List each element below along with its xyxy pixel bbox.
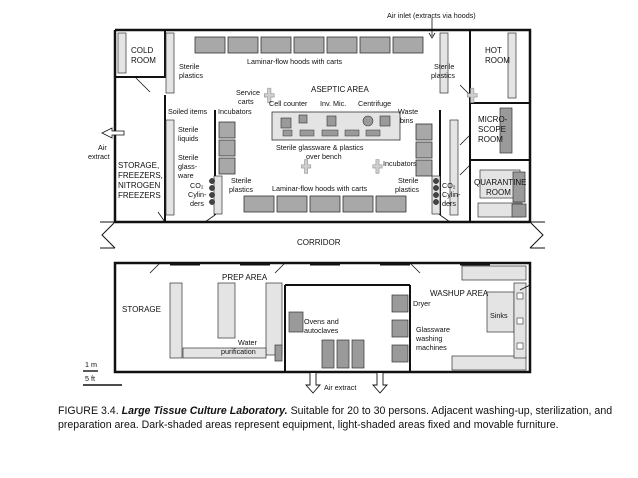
laminar-hoods-bottom bbox=[244, 196, 406, 212]
incubators-left bbox=[219, 122, 235, 174]
laminar-bottom-label: Laminar-flow hoods with carts bbox=[272, 184, 368, 193]
washup-furniture bbox=[452, 266, 526, 370]
centrifuge-label: Centrifuge bbox=[358, 99, 392, 108]
sterile-glassware-label: Sterile glass- ware bbox=[178, 153, 199, 180]
waste-bins-label: Waste bins bbox=[398, 107, 419, 125]
quarantine-room-label: QUARANTINE ROOM bbox=[474, 178, 527, 197]
figure-title: Large Tissue Culture Laboratory. bbox=[121, 405, 288, 417]
dryer-label: Dryer bbox=[413, 299, 431, 308]
prep-area-label: PREP AREA bbox=[222, 273, 268, 282]
microscope-room-label: MICRO- SCOPE ROOM bbox=[478, 115, 508, 144]
figure-text: Suitable for 20 to 30 persons. Adjacent washing-up, sterilization, and preparation area. Dark-shaded areas represent equipment, light-shaded areas fixed and movable furniture. bbox=[58, 405, 613, 431]
incubators-right bbox=[416, 124, 432, 176]
inv-mic-label: Inv. Mic. bbox=[320, 99, 347, 108]
hot-room-label: HOT ROOM bbox=[485, 46, 510, 65]
sterile-glassware-bench-label: Sterile glassware & plastics over bench bbox=[276, 143, 364, 161]
sinks-label: Sinks bbox=[490, 311, 508, 320]
air-inlet-arrow bbox=[429, 18, 435, 38]
air-extract-bottom-label: Air extract bbox=[324, 383, 357, 392]
central-bench bbox=[272, 112, 400, 140]
water-purification-label: Water purification bbox=[221, 338, 257, 356]
scale-5ft-label: 5 ft bbox=[85, 374, 95, 383]
storage-freezers-label: STORAGE, FREEZERS, NITROGEN FREEZERS bbox=[118, 161, 163, 200]
figure-caption bbox=[58, 404, 618, 432]
cold-room-label: COLD ROOM bbox=[131, 46, 156, 65]
co2-left-label: CO₂ Cylin- ders bbox=[188, 181, 207, 208]
incubators-left-label: Incubators bbox=[218, 107, 252, 116]
scale-1m-label: 1 m bbox=[85, 360, 97, 369]
co2-right-label: CO₂ Cylin- ders bbox=[442, 181, 461, 208]
sterile-plastics-tl-label: Sterile plastics bbox=[179, 62, 203, 80]
sterile-plastics-bl-label: Sterile plastics bbox=[229, 176, 253, 194]
air-extract-left-label: Air extract bbox=[88, 143, 110, 161]
laminar-top-label: Laminar-flow hoods with carts bbox=[247, 57, 343, 66]
service-carts-label: Service carts bbox=[236, 88, 260, 106]
aseptic-area-label: ASEPTIC AREA bbox=[311, 85, 369, 94]
storage-label: STORAGE bbox=[122, 305, 161, 314]
laminar-hoods-top bbox=[195, 37, 423, 53]
washup-equipment bbox=[392, 295, 408, 362]
glassware-washing-label: Glassware washing machines bbox=[416, 325, 450, 352]
air-extract-left-arrow bbox=[102, 128, 124, 138]
figure-number: FIGURE 3.4. bbox=[58, 405, 119, 417]
sterile-liquids-label: Sterile liquids bbox=[178, 125, 199, 143]
corridor-label: CORRIDOR bbox=[297, 238, 341, 247]
cell-counter-label: Cell counter bbox=[269, 99, 308, 108]
ovens-label: Ovens and autoclaves bbox=[304, 317, 339, 335]
sterile-plastics-br-label: Sterile plastics bbox=[395, 176, 419, 194]
sterile-plastics-tr-label: Sterile plastics bbox=[431, 62, 455, 80]
air-inlet-label: Air inlet (extracts via hoods) bbox=[387, 11, 476, 20]
washup-area-label: WASHUP AREA bbox=[430, 289, 489, 298]
soiled-items-label: Soiled items bbox=[168, 107, 208, 116]
incubators-right-label: Incubators bbox=[383, 159, 417, 168]
